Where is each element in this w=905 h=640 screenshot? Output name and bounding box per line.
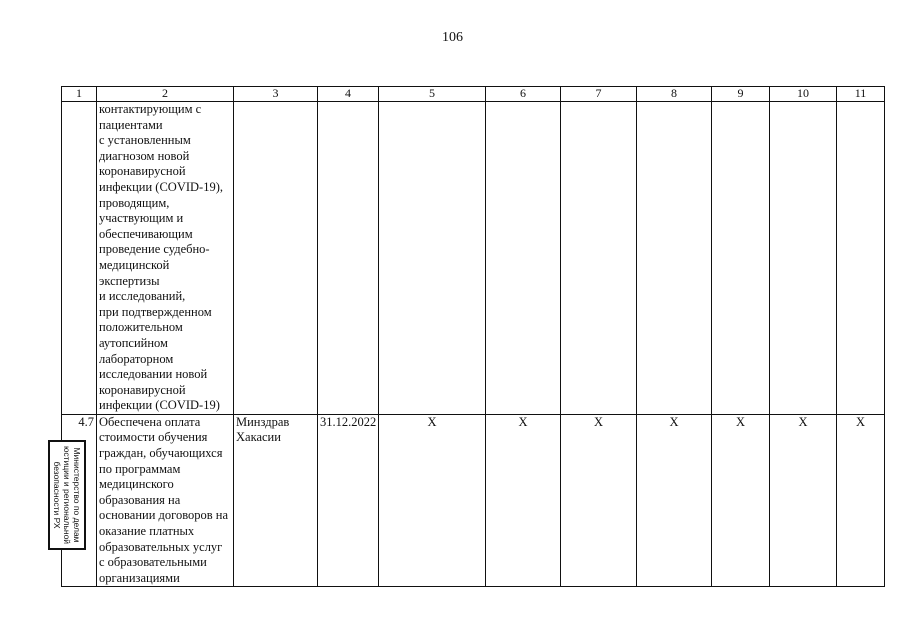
header-cell: 10 xyxy=(770,87,837,102)
row-cell: Х xyxy=(486,414,561,587)
row-date: 31.12.2022 xyxy=(318,414,379,587)
row-cell xyxy=(770,102,837,415)
header-cell: 11 xyxy=(837,87,885,102)
row-cell xyxy=(712,102,770,415)
header-cell: 4 xyxy=(318,87,379,102)
header-cell: 8 xyxy=(637,87,712,102)
row-cell xyxy=(637,102,712,415)
document-table xyxy=(61,86,885,587)
row-cell xyxy=(561,102,637,415)
header-row xyxy=(62,87,885,102)
row-description: контактирующим с пациентами с установленным диагнозом новой коронавирусной инфекции (COVID-19), проводящим, участвующим и обеспечивающим проведение судебно- медицинской экспертизы и исследований, при подтвержденном положительном аутопсийном лабораторном исследовании новой коронавирусной инфекции (COVID-19) xyxy=(97,102,234,415)
row-cell: Х xyxy=(712,414,770,587)
row-cell: Х xyxy=(837,414,885,587)
row-cell: Х xyxy=(637,414,712,587)
row-cell xyxy=(486,102,561,415)
row-cell xyxy=(837,102,885,415)
row-cell xyxy=(379,102,486,415)
stamp-line: Министерство по делам xyxy=(72,447,82,543)
row-cell: Х xyxy=(379,414,486,587)
header-cell: 7 xyxy=(561,87,637,102)
header-cell: 9 xyxy=(712,87,770,102)
table-row xyxy=(62,414,885,587)
stamp-line: безопасности РХ xyxy=(52,461,62,529)
header-cell: 6 xyxy=(486,87,561,102)
row-executor: Минздрав Хакасии xyxy=(234,414,318,587)
row-cell: Х xyxy=(770,414,837,587)
header-cell: 2 xyxy=(97,87,234,102)
header-cell: 1 xyxy=(62,87,97,102)
row-executor xyxy=(234,102,318,415)
header-cell: 5 xyxy=(379,87,486,102)
row-date xyxy=(318,102,379,415)
row-number xyxy=(62,102,97,415)
row-description: Обеспечена оплата стоимости обучения граждан, обучающихся по программам медицинского образования на основании договоров на оказание платных образовательных услуг с образовательными организациями xyxy=(97,414,234,587)
ministry-stamp xyxy=(48,440,86,550)
table-row xyxy=(62,102,885,415)
row-cell: Х xyxy=(561,414,637,587)
page-number: 106 xyxy=(442,30,463,45)
stamp-line: юстиции и региональной xyxy=(62,445,72,545)
header-cell: 3 xyxy=(234,87,318,102)
row-number: 4.7 xyxy=(62,414,97,587)
